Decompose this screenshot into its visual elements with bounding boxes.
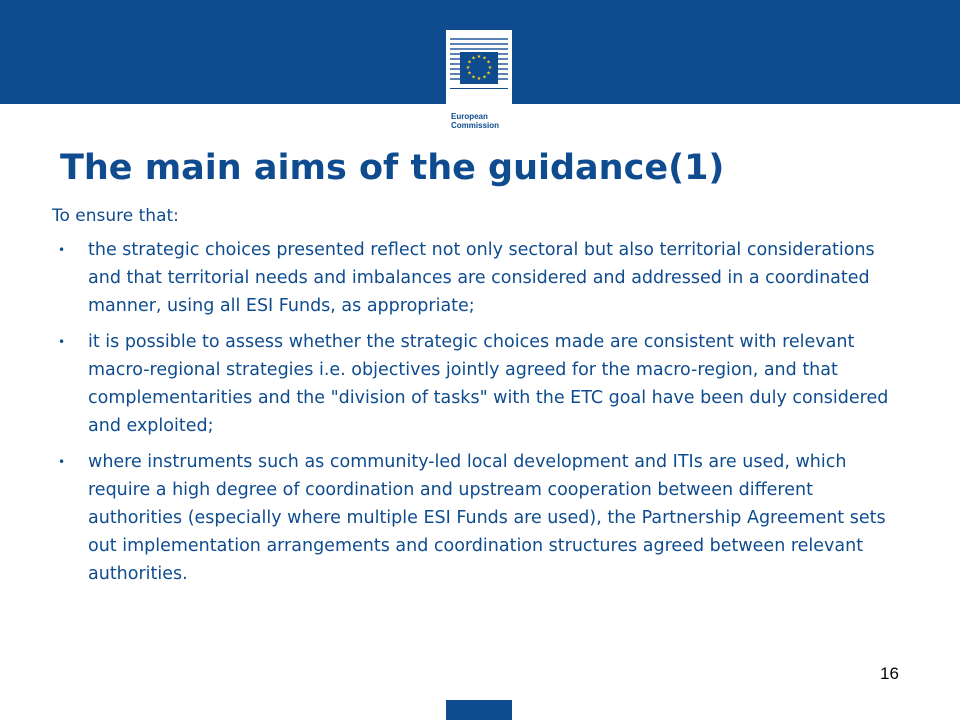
svg-text:★: ★ <box>487 65 493 71</box>
footer-flag-strip <box>446 700 512 720</box>
bullet-text: the strategic choices presented reflect not only sectoral but also territorial considerations and that territorial needs and imbalances are considered and addressed in a coordinated manner, using all ESI Funds, as appropriate; <box>88 240 875 316</box>
svg-text:★: ★ <box>465 65 471 71</box>
logo-line-1: European <box>451 112 488 121</box>
svg-text:★: ★ <box>471 74 476 81</box>
page-number: 16 <box>880 664 899 683</box>
svg-text:★: ★ <box>486 70 491 77</box>
european-commission-logo <box>446 30 512 136</box>
bullet-marker: • <box>58 243 66 257</box>
berlaymont-building-icon <box>446 30 512 112</box>
logo-wordmark <box>451 112 511 130</box>
bullet-marker: • <box>58 335 66 349</box>
bullet-text: where instruments such as community-led local development and ITIs are used, which require a high degree of coordination and upstream cooperation between different authorities (especially where multiple ESI Funds are used), the Partnership Agreement sets out implementation arrangements and coordination structures agreed between relevant authorities. <box>88 452 886 584</box>
slide-title: The main aims of the guidance(1) <box>60 148 725 188</box>
svg-text:★: ★ <box>482 55 487 62</box>
svg-text:★: ★ <box>486 59 491 66</box>
svg-text:★: ★ <box>471 55 476 62</box>
svg-text:★: ★ <box>467 70 472 77</box>
svg-text:★: ★ <box>482 74 487 81</box>
intro-text: To ensure that: <box>52 206 179 226</box>
svg-text:★: ★ <box>476 54 482 60</box>
bullet-list <box>52 236 908 588</box>
bullet-marker: • <box>58 455 66 469</box>
logo-line-2: Commission <box>451 121 500 130</box>
bullet-item <box>52 328 908 440</box>
bullet-item <box>52 448 908 588</box>
bullet-item <box>52 236 908 320</box>
svg-text:★: ★ <box>467 59 472 66</box>
bullet-text: it is possible to assess whether the strategic choices made are consistent with relevant macro-regional strategies i.e. objectives jointly agreed for the macro-region, and that complementarities and the "division of tasks" with the ETC goal have been duly considered and exploited; <box>88 332 889 436</box>
svg-text:★: ★ <box>476 76 482 82</box>
